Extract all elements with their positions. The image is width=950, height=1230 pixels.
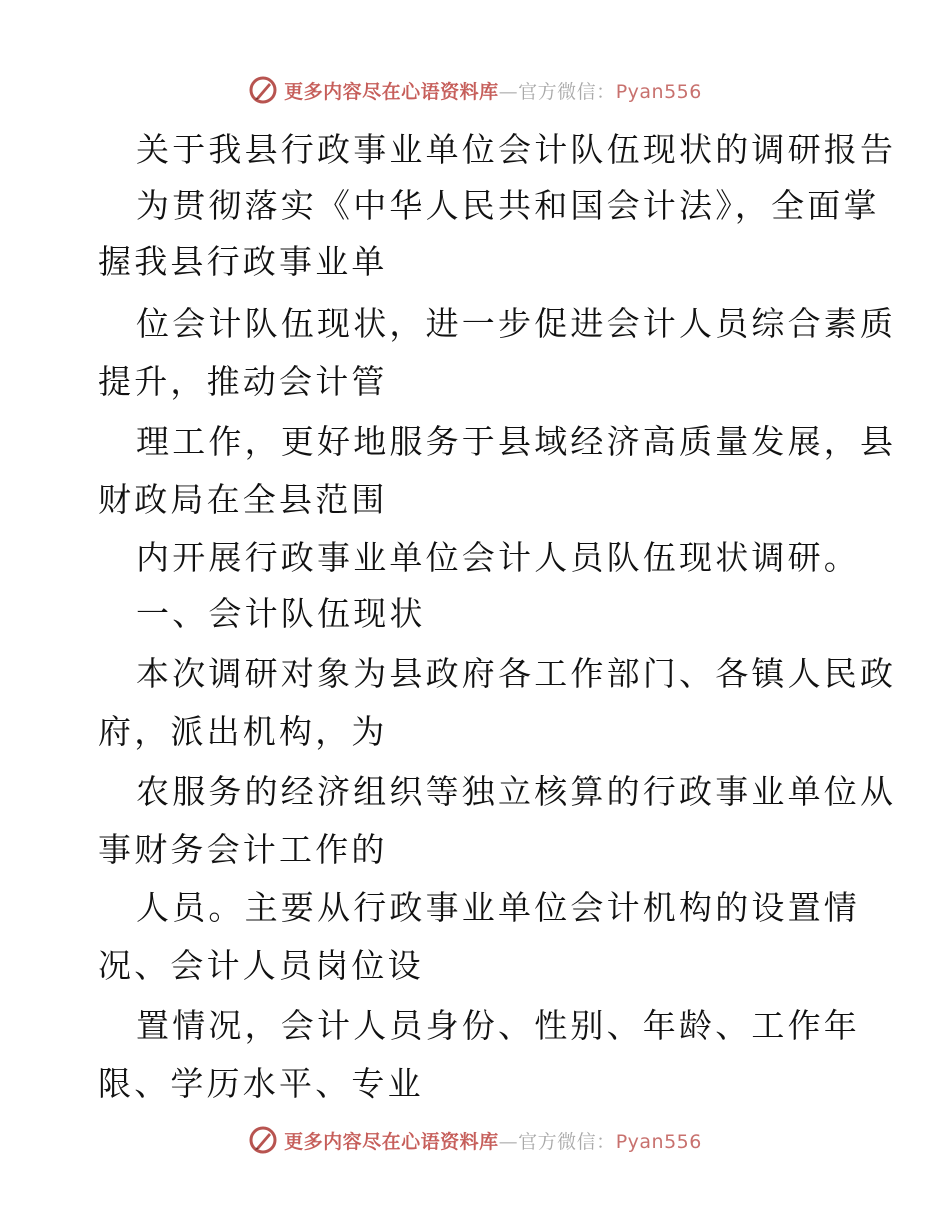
quill-pen-logo-icon: [248, 1125, 278, 1155]
paragraph-line: 本次调研对象为县政府各工作部门、各镇人民政: [136, 654, 897, 693]
paragraph-line: 理工作，更好地服务于县域经济高质量发展，县: [136, 422, 897, 461]
paragraph-line: 府，派出机构，为: [98, 712, 388, 751]
paragraph-line: 位会计队伍现状，进一步促进会计人员综合素质: [136, 304, 897, 343]
watermark-brand: 更多内容尽在心语资料库: [284, 1130, 499, 1153]
header-watermark: [0, 70, 950, 110]
quill-pen-logo-icon: [248, 75, 278, 105]
watermark-separator: —: [498, 80, 519, 103]
paragraph-line: 事财务会计工作的: [98, 830, 388, 869]
paragraph-line: 提升，推动会计管: [98, 362, 388, 401]
paragraph-line: 为贯彻落实《中华人民共和国会计法》，全面掌: [136, 186, 880, 225]
paragraph-line: 置情况，会计人员身份、性别、年龄、工作年: [136, 1006, 860, 1045]
paragraph-line: 农服务的经济组织等独立核算的行政事业单位从: [136, 772, 897, 811]
watermark-label: 官方微信：: [518, 1130, 616, 1153]
watermark-brand: 更多内容尽在心语资料库: [284, 80, 499, 103]
section-heading: 一、会计队伍现状: [136, 594, 426, 633]
footer-watermark: [0, 1120, 950, 1160]
watermark-separator: —: [498, 1130, 519, 1153]
watermark-text: [284, 77, 702, 104]
watermark-wechat-id: Pyan556: [615, 1130, 702, 1153]
paragraph-line: 况、会计人员岗位设: [98, 946, 424, 985]
paragraph-line: 内开展行政事业单位会计人员队伍现状调研。: [136, 538, 860, 577]
paragraph-line: 限、学历水平、专业: [98, 1064, 424, 1103]
document-title: 关于我县行政事业单位会计队伍现状的调研报告: [136, 130, 897, 169]
watermark-text: [284, 1127, 702, 1154]
paragraph-line: 人员。主要从行政事业单位会计机构的设置情: [136, 888, 860, 927]
paragraph-line: 财政局在全县范围: [98, 480, 388, 519]
watermark-label: 官方微信：: [518, 80, 616, 103]
watermark-wechat-id: Pyan556: [615, 80, 702, 103]
paragraph-line: 握我县行政事业单: [98, 242, 388, 281]
